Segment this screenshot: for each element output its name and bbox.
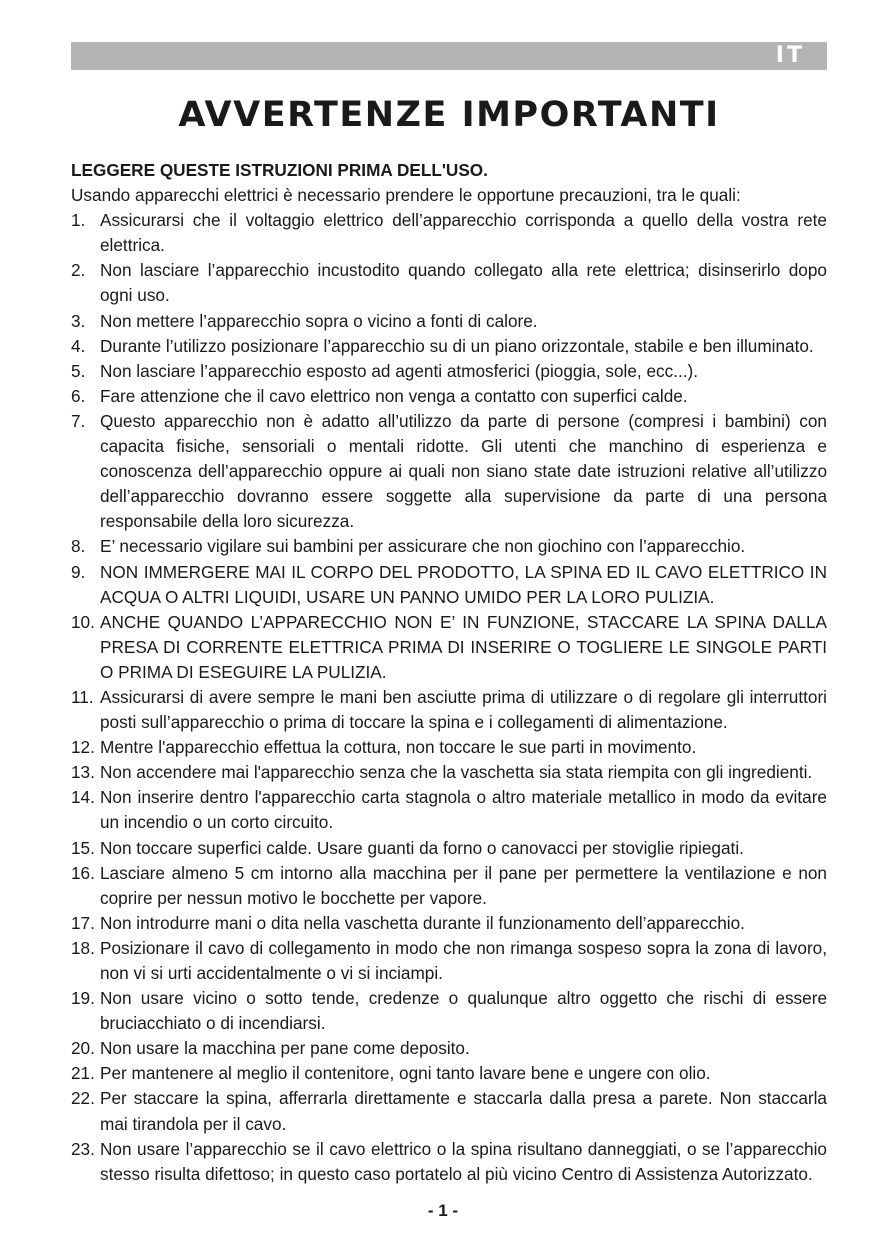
item-number: 12. — [71, 737, 95, 758]
item-number: 5. — [71, 360, 86, 381]
item-number: 14. — [71, 787, 95, 808]
list-item — [71, 861, 827, 911]
list-item — [71, 309, 827, 334]
list-item — [71, 1061, 827, 1086]
item-text: Durante l’utilizzo posizionare l’apparecchio su di un piano orizzontale, stabile e ben illuminato. — [100, 335, 814, 356]
list-item — [71, 986, 827, 1036]
item-text: Questo apparecchio non è adatto all’utilizzo da parte di persone (compresi i bambini) con capacita fisiche, sensoriali o mentali ridotte. Gli utenti che manchino di esperienza e conoscenza dell’apparecchio oppure ai quali non siano state date istruzioni relative all’utilizzo dell’apparecchio dovranno essere soggette alla supervisione da parte di una persona responsabile della loro sicurezza. — [100, 410, 827, 532]
list-item — [71, 785, 827, 835]
list-item — [71, 208, 827, 258]
list-item — [71, 760, 827, 785]
item-number: 11. — [71, 686, 94, 707]
item-number: 1. — [71, 210, 86, 231]
item-number: 15. — [71, 837, 95, 858]
item-text: Non mettere l’apparecchio sopra o vicino a fonti di calore. — [100, 310, 538, 331]
section-subtitle: LEGGERE QUESTE ISTRUZIONI PRIMA DELL'USO. — [71, 160, 488, 180]
item-text: Non accendere mai l'apparecchio senza che la vaschetta sia stata riempita con gli ingredienti. — [100, 762, 813, 783]
item-text: Non usare l’apparecchio se il cavo elettrico o la spina risultano danneggiati, o se l’apparecchio stesso risulta difettoso; in questo caso portatelo al più vicino Centro di Assistenza Autorizzato. — [100, 1138, 827, 1184]
item-number: 18. — [71, 937, 95, 958]
item-number: 10. — [71, 611, 95, 632]
item-text: NON IMMERGERE MAI IL CORPO DEL PRODOTTO, LA SPINA ED IL CAVO ELETTRICO IN ACQUA O ALTRI LIQUIDI, USARE UN PANNO UMIDO PER LA LORO PULIZIA. — [100, 561, 827, 607]
item-number: 2. — [71, 260, 86, 281]
item-number: 3. — [71, 310, 86, 331]
warnings-section — [71, 158, 827, 1187]
list-item — [71, 534, 827, 559]
language-label: IT — [775, 43, 805, 68]
item-text: E’ necessario vigilare sui bambini per assicurare che non giochino con l’apparecchio. — [100, 536, 746, 557]
list-item — [71, 685, 827, 735]
list-item — [71, 911, 827, 936]
item-text: Fare attenzione che il cavo elettrico non venga a contatto con superfici calde. — [100, 385, 688, 406]
item-text: Lasciare almeno 5 cm intorno alla macchina per il pane per permettere la ventilazione e non coprire per nessun motivo le bocchette per vapore. — [100, 862, 827, 908]
list-item — [71, 1036, 827, 1061]
item-number: 17. — [71, 912, 95, 933]
list-item — [71, 258, 827, 308]
item-text: Non inserire dentro l'apparecchio carta stagnola o altro materiale metallico in modo da evitare un incendio o un corto circuito. — [100, 787, 827, 833]
list-item — [71, 936, 827, 986]
item-number: 6. — [71, 385, 86, 406]
item-number: 23. — [71, 1138, 95, 1159]
item-text: Mentre l'apparecchio effettua la cottura, non toccare le sue parti in movimento. — [100, 737, 697, 758]
item-number: 20. — [71, 1038, 95, 1059]
item-text: Non lasciare l’apparecchio esposto ad agenti atmosferici (pioggia, sole, ecc...). — [100, 360, 699, 381]
list-item — [71, 735, 827, 760]
page-title: AVVERTENZE IMPORTANTI — [178, 95, 720, 135]
item-number: 19. — [71, 988, 95, 1009]
list-item — [71, 1137, 827, 1187]
item-text: Per mantenere al meglio il contenitore, ogni tanto lavare bene e ungere con olio. — [100, 1063, 711, 1084]
item-text: Non usare la macchina per pane come deposito. — [100, 1038, 470, 1059]
item-number: 4. — [71, 335, 86, 356]
item-number: 13. — [71, 762, 95, 783]
page-number: - 1 - — [427, 1201, 459, 1220]
item-number: 8. — [71, 536, 86, 557]
list-item — [71, 836, 827, 861]
item-number: 7. — [71, 410, 86, 431]
item-text: ANCHE QUANDO L’APPARECCHIO NON E’ IN FUNZIONE, STACCARE LA SPINA DALLA PRESA DI CORRENTE ELETTRICA PRIMA DI INSERIRE O TOGLIERE LE SINGOLE PARTI O PRIMA DI ESEGUIRE LA PULIZIA. — [100, 611, 827, 682]
item-text: Assicurarsi che il voltaggio elettrico dell’apparecchio corrisponda a quello della vostra rete elettrica. — [100, 210, 827, 256]
intro-paragraph: Usando apparecchi elettrici è necessario prendere le opportune precauzioni, tra le quali: — [71, 185, 741, 206]
item-text: Non introdurre mani o dita nella vaschetta durante il funzionamento dell’apparecchio. — [100, 912, 745, 933]
item-number: 9. — [71, 561, 86, 582]
list-item — [71, 409, 827, 534]
list-item — [71, 384, 827, 409]
list-item — [71, 1086, 827, 1136]
list-item — [71, 610, 827, 685]
item-text: Non lasciare l’apparecchio incustodito quando collegato alla rete elettrica; disinserirlo dopo ogni uso. — [100, 260, 827, 306]
item-text: Non toccare superfici calde. Usare guanti da forno o canovacci per stoviglie ripiegati. — [100, 837, 744, 858]
item-text: Posizionare il cavo di collegamento in modo che non rimanga sospeso sopra la zona di lavoro, non vi si urti accidentalmente o vi si inciampi. — [100, 937, 827, 983]
item-number: 22. — [71, 1088, 95, 1109]
item-number: 16. — [71, 862, 95, 883]
item-text: Assicurarsi di avere sempre le mani ben asciutte prima di utilizzare o di regolare gli interruttori posti sull’apparecchio o prima di toccare la spina e i collegamenti di alimentazione. — [100, 686, 827, 733]
item-text: Per staccare la spina, afferrarla direttamente e staccarla dalla presa a parete. Non staccarla mai tirandola per il cavo. — [100, 1088, 827, 1134]
list-item — [71, 560, 827, 610]
list-item — [71, 334, 827, 359]
item-number: 21. — [71, 1063, 95, 1084]
language-header-bar — [71, 42, 827, 70]
warnings-list — [71, 208, 827, 1187]
item-text: Non usare vicino o sotto tende, credenze o qualunque altro oggetto che rischi di essere bruciacchiato o di incendiarsi. — [100, 988, 827, 1034]
list-item — [71, 359, 827, 384]
